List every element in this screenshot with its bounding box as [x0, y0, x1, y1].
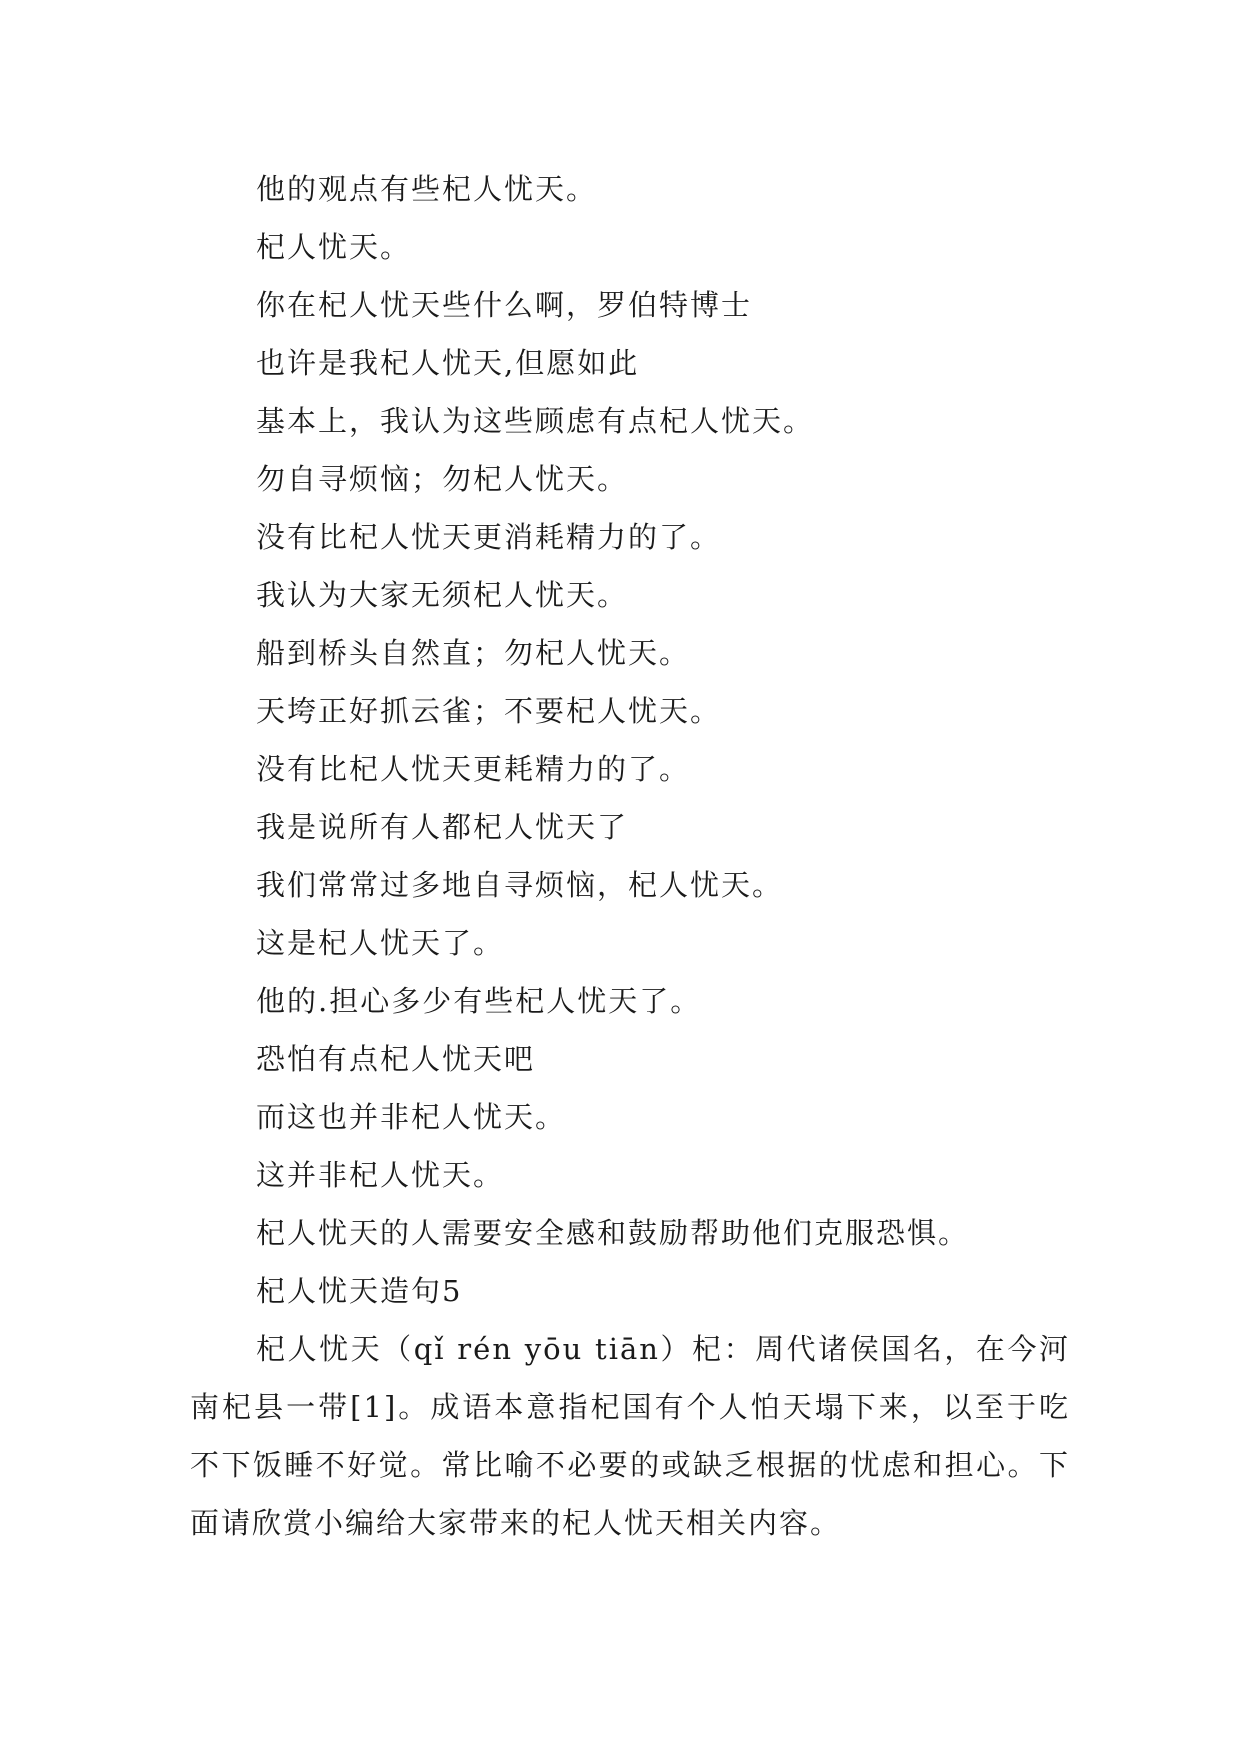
sentence-line: 船到桥头自然直；勿杞人忧天。	[256, 636, 691, 670]
sentence-line: 我们常常过多地自寻烦恼，杞人忧天。	[256, 868, 784, 902]
sentence-line: 勿自寻烦恼；勿杞人忧天。	[256, 462, 629, 496]
sentence-line: 杞人忧天的人需要安全感和鼓励帮助他们克服恐惧。	[256, 1216, 970, 1250]
section-heading: 杞人忧天造句5	[256, 1274, 463, 1308]
sentence-line: 也许是我杞人忧天,但愿如此	[256, 346, 640, 380]
sentence-line: 基本上，我认为这些顾虑有点杞人忧天。	[256, 404, 815, 438]
sentence-line: 我认为大家无须杞人忧天。	[256, 578, 629, 612]
definition-paragraph: 杞人忧天（qǐ rén yōu tiān）杞：周代诸侯国名，在今河南杞县一带[1]。成语本意指杞国有个人怕天塌下来，以至于吃不下饭睡不好觉。常比喻不必要的或缺乏根据的忧虑和担心。下面请欣赏小编给大家带来的杞人忧天相关内容。	[190, 1332, 1070, 1540]
sentence-line: 他的.担心多少有些杞人忧天了。	[256, 984, 702, 1018]
sentence-line: 而这也并非杞人忧天。	[256, 1100, 567, 1134]
sentence-line: 他的观点有些杞人忧天。	[256, 172, 598, 206]
sentence-line: 这并非杞人忧天。	[256, 1158, 505, 1192]
sentence-line: 杞人忧天。	[256, 230, 412, 264]
sentence-line: 没有比杞人忧天更消耗精力的了。	[256, 520, 722, 554]
sentence-line: 恐怕有点杞人忧天吧	[256, 1042, 536, 1076]
example-sentence-list	[190, 160, 1070, 1320]
sentence-line: 没有比杞人忧天更耗精力的了。	[256, 752, 691, 786]
sentence-line: 天垮正好抓云雀；不要杞人忧天。	[256, 694, 722, 728]
sentence-line: 这是杞人忧天了。	[256, 926, 505, 960]
sentence-line: 我是说所有人都杞人忧天了	[256, 810, 629, 844]
sentence-line: 你在杞人忧天些什么啊，罗伯特博士	[256, 288, 753, 322]
